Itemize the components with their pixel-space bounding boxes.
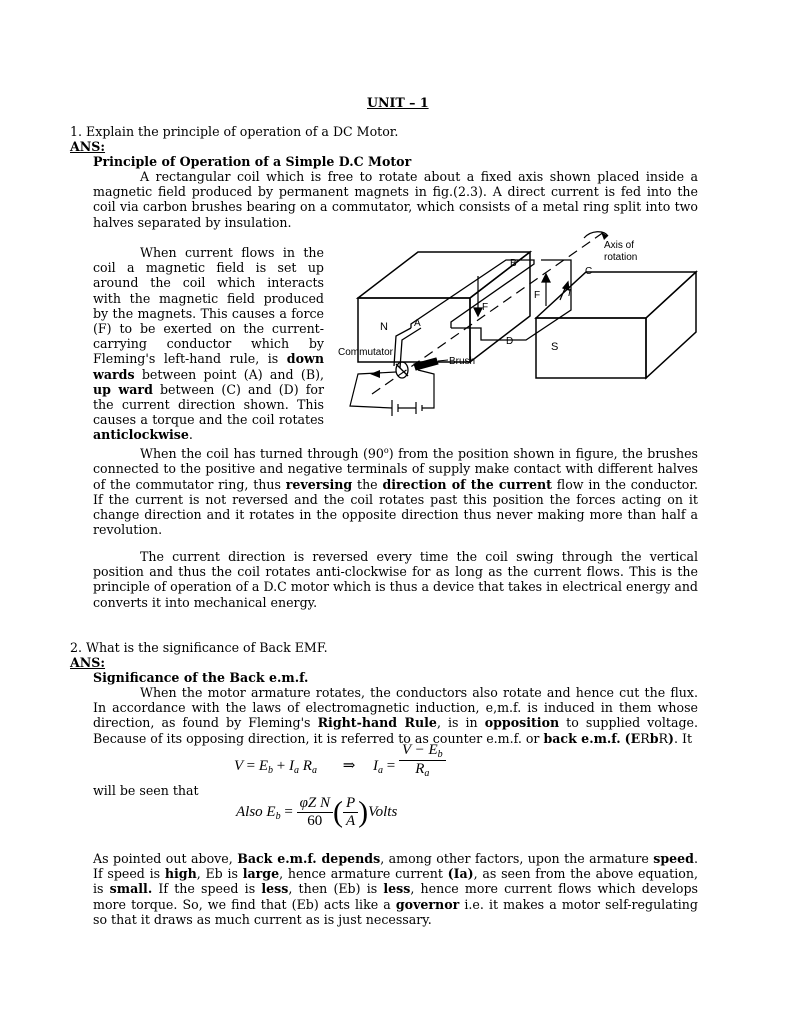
equation-voltage: $V = E_b + I_a$ $R_a$ ⇒ $I_a$ = $\frac{V - E_b}{R_a}$ <box>234 748 446 785</box>
magnet-s-label: S <box>551 341 559 353</box>
brush-label: Brush <box>449 356 476 367</box>
point-d-label: D <box>506 336 514 347</box>
will-be-seen-text: will be seen that <box>93 783 199 798</box>
section-heading-principle: Principle of Operation of a Simple D.C Motor <box>93 154 412 169</box>
supply-circuit <box>350 370 434 416</box>
answer-label-2: ANS: <box>70 655 106 670</box>
axis-label-line2: rotation <box>604 252 638 263</box>
point-a-label: A <box>414 318 421 329</box>
force-label-1: F <box>482 302 489 313</box>
commutator-label: Commutator <box>338 347 394 358</box>
dc-motor-figure <box>336 224 698 420</box>
paragraph-back-emf-2: As pointed out above, Back e.m.f. depends, among other factors, upon the armature speed. If speed is high, Eb is large, hence armature current (Ia), as seen from the above equation, is small. If the speed is less, then (Eb) is less, hence more current flows which develops more torque. So, we find that (Eb) acts like a governor i.e. it makes a motor self-regulating so that it draws as much current as is just necessary. <box>93 851 698 927</box>
rotation-axis <box>372 232 604 394</box>
axis-label-line1: Axis of <box>604 240 635 251</box>
paragraph-principle-2: When current flows in the coil a magnetic field is set up around the coil which interacts with the magnetic field produced by the magnets. This causes a force (F) to be exerted on the current-carrying conductor which by Fleming's left-hand rule, is down wards between point (A) and (B), up ward between (C) and (D) for the current direction shown. This causes a torque and the coil rotates anticlockwise. <box>93 245 324 443</box>
equation-back-emf: Also $E_b$ = $\frac{\text{φZ N}}{60}$ ( $\frac{P}{A}$ )Volts <box>236 795 398 829</box>
point-b-label: B <box>510 258 517 269</box>
question-2: 2. What is the significance of Back EMF. <box>70 640 328 655</box>
force-label-2: F <box>534 290 541 301</box>
current-label: I <box>568 288 571 299</box>
paragraph-principle-1: A rectangular coil which is free to rotate about a fixed axis shown placed inside a magnetic field produced by permanent magnets in fig.(2.3). A direct current is fed into the coil via carbon brushes bearing on a commutator, which consists of a metal ring split into two halves separated by insulation. <box>93 169 698 230</box>
point-c-label: C <box>585 266 593 277</box>
magnet-n <box>358 252 530 362</box>
brush <box>414 358 438 370</box>
paragraph-back-emf-1: When the motor armature rotates, the conductors also rotate and hence cut the flux. In accordance with the laws of electromagnetic induction, e,m.f. is induced in them whose direction, as found by Fleming's Right-hand Rule, is in opposition to supplied voltage. Because of its opposing direction, it is referred to as counter e.m.f. or back e.m.f. (ERbR). It <box>93 685 698 746</box>
paragraph-principle-3: When the coil has turned through (90$^o$) from the position shown in figure, the brushes connected to the positive and negative terminals of supply make contact with different halves of the commutator ring, thus reversing the direction of the current flow in the conductor. If the current is not reversed and the coil rotates past this position the forces acting on it change direction and it rotates in the opposite direction thus never making more than half a revolution. <box>93 446 698 538</box>
question-1: 1. Explain the principle of operation of a DC Motor. <box>70 124 399 139</box>
section-heading-back-emf: Significance of the Back e.m.f. <box>93 670 309 685</box>
answer-label-1: ANS: <box>70 139 106 154</box>
paragraph-principle-4: The current direction is reversed every time the coil swing through the vertical position and thus the coil rotates anti-clockwise for as long as the current flows. This is the principle of operation of a D.C motor which is thus a device that takes in electrical energy and converts it into mechanical energy. <box>93 549 698 610</box>
magnet-n-label: N <box>380 321 388 333</box>
force-arrows <box>474 274 569 316</box>
unit-title: UNIT – 1 <box>367 95 429 110</box>
magnet-s <box>536 272 696 378</box>
